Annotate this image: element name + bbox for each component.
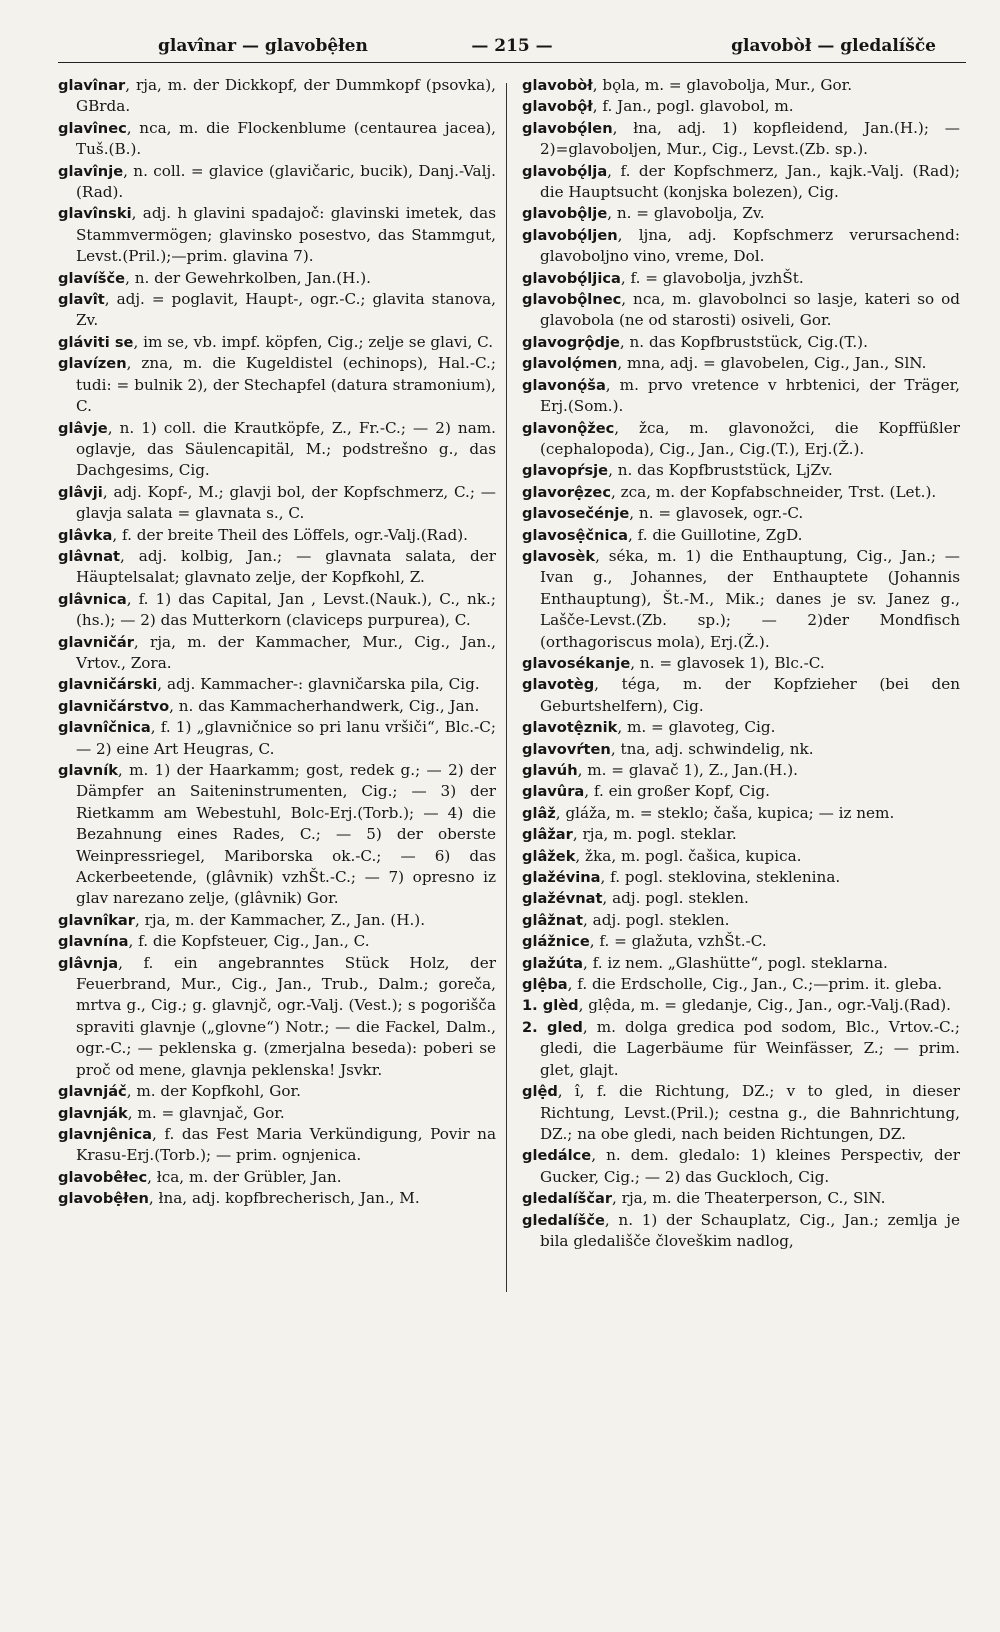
dictionary-entry [58, 482, 496, 525]
entry-definition: , m. = glavnjač, Gor. [127, 1103, 285, 1122]
dictionary-entry [522, 332, 960, 353]
entry-headword: glâž [522, 804, 556, 822]
dictionary-entry [58, 75, 496, 118]
entry-headword: glavízen [58, 355, 127, 373]
entry-headword: glavotèg [522, 676, 595, 694]
entry-headword: glavobǫ́ljen [522, 226, 618, 244]
entry-headword: glážnice [522, 933, 590, 951]
entry-definition: , n. der Gewehrkolben, Jan.(H.). [125, 268, 371, 287]
entry-headword: 2. gled [522, 1018, 583, 1036]
entry-headword: glavničárski [58, 676, 158, 694]
entry-definition: , n. das Kopfbruststück, LjZv. [608, 461, 833, 480]
entry-definition: , m. 1) der Haarkamm; gost, redek g.; — 2) der Dämpfer an Saiteninstrumenten, Cig.; — 3) der Rietkamm am Webestuhl, Bolc-Erj.(Torb.); — 4) die Bezahnung eines Rades, C.; — 5) der oberste Weinpressriegel, Mariborska ok.-C.; — 6) das Ackerbeetende, (glâvnik) vzhŠt.-C.; — 7) opresno iz glav narezano zelje, (glâvnik) Gor. [76, 761, 496, 908]
entry-definition: , f. die Kopfsteuer, Cig., Jan., C. [128, 932, 370, 951]
dictionary-entry [522, 353, 960, 374]
entry-definition: , f. = glavobolja, jvzhŠt. [620, 268, 804, 287]
entry-headword: glavnîkar [58, 911, 135, 929]
entry-headword: glavînje [58, 162, 124, 180]
left-column [58, 75, 496, 1252]
dictionary-entry [522, 503, 960, 524]
dictionary-entry [522, 268, 960, 289]
dictionary-entry [58, 268, 496, 289]
dictionary-entry [522, 289, 960, 332]
dictionary-entry [522, 225, 960, 268]
entry-headword: glâvnica [58, 590, 127, 608]
entry-definition: , bǫla, m. = glavobolja, Mur., Gor. [592, 76, 853, 94]
dictionary-entry [522, 803, 960, 824]
dictionary-entry [522, 1188, 960, 1209]
entry-definition: , rja, m. pogl. steklar. [572, 825, 737, 844]
entry-definition: , adj. Kopf-, M.; glavji bol, der Kopfschmerz, C.; — glavja salata = glavnata s., C. [76, 482, 496, 523]
entry-headword: glavnjênica [58, 1125, 152, 1143]
dictionary-entry [522, 739, 960, 760]
entry-definition: , n. = glavobolja, Zv. [607, 204, 765, 223]
entry-definition: , nca, m. glavobolnci so lasje, kateri so od glavobola (ne od starosti) osiveli, Gor. [540, 290, 960, 330]
entry-definition: , gláža, m. = steklo; čaša, kupica; — iz nem. [555, 803, 895, 822]
dictionary-entry [58, 203, 496, 267]
entry-definition: , f. ein großer Kopf, Cig. [584, 782, 771, 801]
entry-definition: , m. prvo vretence v hrbtenici, der Träger, Erj.(Som.). [540, 375, 960, 416]
dictionary-entry [58, 118, 496, 161]
dictionary-entry [522, 824, 960, 845]
entry-headword: glâžnat [522, 911, 584, 929]
entry-definition: , tna, adj. schwindelig, nk. [610, 739, 814, 758]
entry-definition: , f. ein angebranntes Stück Holz, der Feuerbrand, Mur., Cig., Jan., Trub., Dalm.; goreča, mrtva g., Cig.; g. glavnjč, ogr.-Valj. (Vest.); s pogorišča spraviti glavnje („glovne“) Notr.; — die Fackel, Dalm., ogr.-C.; — peklenska g. (zmerjalna beseda): poberi se proč od mene, glavnja peklenska! Jsvkr. [76, 953, 496, 1079]
entry-headword: glažévnat [522, 890, 603, 908]
dictionary-entry [522, 953, 960, 974]
dictionary-entry [58, 1103, 496, 1124]
entry-definition: , f. die Guillotine, ZgD. [627, 525, 803, 544]
entry-headword: glâžek [522, 847, 576, 865]
page-number: — 215 — [471, 36, 553, 56]
entry-definition: , adj. pogl. steklen. [602, 889, 749, 908]
entry-headword: glavûra [522, 783, 585, 801]
dictionary-entry [522, 375, 960, 418]
entry-headword: glavobêłec [58, 1168, 148, 1186]
entry-headword: glavorệzec [522, 483, 611, 501]
entry-definition: , adj. kolbig, Jan.; — glavnata salata, der Häuptelsalat; glavnato zelje, der Kopfkohl, Z. [76, 546, 496, 587]
entry-headword: glavník [58, 762, 118, 779]
entry-headword: glažúta [522, 954, 584, 972]
dictionary-entry [522, 1017, 960, 1081]
dictionary-entry [58, 1124, 496, 1167]
entry-definition: , n. = glavosek, ogr.-C. [629, 504, 804, 523]
entry-definition: , n. = glavosek 1), Blc.-C. [630, 653, 825, 672]
dictionary-entry [522, 1081, 960, 1145]
running-header [58, 22, 966, 63]
entry-headword: glavovŕten [522, 740, 611, 758]
entry-headword: glavînski [58, 205, 132, 223]
entry-headword: gledalíšče [522, 1211, 605, 1229]
entry-definition: , im se, vb. impf. köpfen, Cig.; zelje se glavi, C. [133, 332, 494, 351]
dictionary-entry [522, 418, 960, 461]
entry-definition: , adj. pogl. steklen. [583, 910, 730, 929]
dictionary-entry [522, 1210, 960, 1253]
entry-headword: glavît [58, 291, 105, 309]
entry-definition: , f. der Kopfschmerz, Jan., kajk.-Valj. (Rad); die Hauptsucht (konjska bolezen), Cig. [540, 161, 960, 202]
dictionary-entry [58, 674, 496, 695]
dictionary-entry [58, 161, 496, 204]
entry-headword: glavničár [58, 633, 134, 651]
entry-headword: glavosékanje [522, 654, 631, 672]
entry-headword: glavnína [58, 933, 129, 951]
entry-definition: , n. das Kopfbruststück, Cig.(T.). [619, 332, 868, 351]
entry-definition: , zca, m. der Kopfabschneider, Trst. (Let.). [610, 482, 937, 501]
entry-headword: glâvka [58, 526, 113, 544]
entry-headword: glâvji [58, 483, 103, 501]
dictionary-entry [58, 525, 496, 546]
dictionary-entry [522, 96, 960, 117]
entry-headword: glavúh [522, 762, 578, 779]
entry-headword: glavobǫ́len [522, 119, 613, 137]
entry-definition: , łna, adj. 1) kopfleidend, Jan.(H.); — 2)=glavoboljen, Mur., Cig., Levst.(Zb. sp.). [540, 118, 960, 159]
dictionary-entry [58, 760, 496, 910]
entry-definition: , î, f. die Richtung, DZ.; v to gled, in dieser Richtung, Levst.(Pril.); cestna g., die Bahnrichtung, DZ.; na obe gledi, nach beiden Richtungen, DZ. [540, 1082, 960, 1143]
entry-definition: , adj. h glavini spadajoč: glavinski imetek, das Stammvermögen; glavinsko posestvo, das Stammgut, Levst.(Pril.);—prim. glavina 7). [76, 204, 496, 266]
entry-headword: gledalíščar [522, 1190, 613, 1208]
entry-definition: , nca, m. die Flockenblume (centaurea jacea), Tuš.(B.). [76, 118, 496, 159]
dictionary-entry [58, 910, 496, 931]
dictionary-entry [522, 846, 960, 867]
entry-headword: glavobệłen [58, 1190, 149, 1208]
dictionary-entry [522, 910, 960, 931]
entry-definition: , f. iz nem. „Glashütte“, pogl. steklarna. [583, 953, 888, 972]
entry-definition: , žka, m. pogl. čašica, kupica. [575, 846, 802, 865]
entry-headword: glavogrǫ̂dje [522, 333, 620, 351]
entry-headword: glavíšče [58, 269, 126, 287]
dictionary-entry [522, 203, 960, 224]
entry-definition: , f. der breite Theil des Löffels, ogr.-Valj.(Rad). [112, 525, 468, 544]
entry-headword: glavobǫ̂lnec [522, 291, 622, 309]
entry-headword: glâžar [522, 826, 573, 844]
dictionary-entry [522, 867, 960, 888]
entry-definition: , rja, m. der Kammacher, Mur., Cig., Jan., Vrtov., Zora. [76, 632, 496, 672]
dictionary-entry [58, 353, 496, 417]
dictionary-entry [522, 546, 960, 653]
entry-definition: , f. = glažuta, vzhŠt.-C. [589, 932, 767, 951]
entry-headword: glâvje [58, 419, 108, 437]
entry-definition: , téga, m. der Kopfzieher (bei den Geburtshelfern), Cig. [540, 675, 960, 715]
dictionary-entry [58, 1167, 496, 1188]
dictionary-entry [58, 332, 496, 353]
dictionary-entry [58, 1188, 496, 1209]
entry-definition: , adj. Kammacher-: glavničarska pila, Cig. [157, 675, 480, 694]
entry-definition: , m. dolga gredica pod sodom, Blc., Vrtov.-C.; gledi, die Lagerbäume für Weinfässer, Z.; — prim. glet, glajt. [540, 1017, 960, 1079]
entry-headword: glâvnat [58, 547, 121, 565]
dictionary-entry [58, 632, 496, 675]
entry-headword: glavînec [58, 119, 127, 137]
header-left-guideword: glavînar — glavobệłen [158, 36, 368, 56]
dictionary-entry [522, 995, 960, 1016]
entry-headword: glâvnja [58, 954, 119, 972]
entry-definition: , łna, adj. kopfbrecherisch, Jan., M. [148, 1189, 420, 1208]
entry-definition: , f. pogl. steklovina, steklenina. [600, 868, 841, 887]
entry-definition: , m. = glavač 1), Z., Jan.(H.). [577, 761, 798, 779]
dictionary-entry [522, 674, 960, 717]
right-column [522, 75, 960, 1252]
dictionary-entry [58, 696, 496, 717]
entry-headword: glavnîčnica [58, 719, 151, 737]
dictionary-entry [58, 289, 496, 332]
entry-definition: , n. coll. = glavice (glavičaric, bucik), Danj.-Valj.(Rad). [76, 161, 496, 202]
dictionary-entry [522, 717, 960, 738]
entry-definition: , f. 1) das Capital, Jan , Levst.(Nauk.), C., nk.; (hs.); — 2) das Mutterkorn (claviceps purpurea), C. [76, 589, 496, 630]
dictionary-entry [58, 418, 496, 482]
dictionary-entry [522, 118, 960, 161]
entry-headword: glavnják [58, 1104, 128, 1122]
entry-definition: , f. Jan., pogl. glavobol, m. [592, 97, 794, 116]
entry-definition: , n. dem. gledalo: 1) kleines Perspectiv, der Gucker, Cig.; — 2) das Guckloch, Cig. [540, 1146, 960, 1186]
dictionary-entry [58, 931, 496, 952]
dictionary-entry [522, 760, 960, 781]
entry-headword: glavnjáč [58, 1083, 127, 1101]
entry-headword: glệd [522, 1083, 558, 1101]
entry-headword: 1. glèd [522, 997, 579, 1015]
dictionary-entry [58, 589, 496, 632]
dictionary-entry [58, 1081, 496, 1102]
entry-definition: , n. das Kammacherhandwerk, Cig., Jan. [169, 696, 480, 715]
entry-definition: , rja, m. der Kammacher, Z., Jan. (H.). [134, 910, 426, 929]
column-divider [506, 83, 507, 1292]
entry-definition: , mna, adj. = glavobelen, Cig., Jan., SlN. [617, 354, 927, 373]
entry-definition: , žca, m. glavonožci, die Kopffüßler (cephalopoda), Cig., Jan., Cig.(T.), Erj.(Ž.). [540, 418, 960, 458]
entry-headword: glavînar [58, 77, 126, 94]
dictionary-entry [58, 953, 496, 1081]
entry-definition: , n. 1) coll. die Krautköpfe, Z., Fr.-C.; — 2) nam. oglavje, das Säulencapitäl, M.; podstrešno g., das Dachgesims, Cig. [76, 418, 496, 480]
entry-headword: glavničárstvo [58, 697, 170, 715]
dictionary-entry [522, 75, 960, 96]
entry-headword: glavobǫ́lja [522, 162, 608, 180]
entry-headword: glệba [522, 976, 568, 994]
entry-headword: glavobǫ́ljica [522, 269, 621, 287]
header-right-guideword: glavobòł — gledalíšče [731, 36, 936, 56]
entry-definition: , f. 1) „glavničnice so pri lanu vršiči“, Blc.-C; — 2) eine Art Heugras, C. [76, 718, 496, 758]
entry-definition: , rja, m. der Dickkopf, der Dummkopf (psovka), GBrda. [76, 76, 496, 116]
entry-headword: gledálce [522, 1147, 592, 1165]
dictionary-entry [522, 1145, 960, 1188]
dictionary-entry [522, 482, 960, 503]
dictionary-entry [522, 460, 960, 481]
entry-headword: glavopŕsje [522, 462, 609, 480]
dictionary-entry [522, 888, 960, 909]
dictionary-entry [522, 781, 960, 802]
entry-definition: , zna, m. die Kugeldistel (echinops), Hal.-C.; tudi: = bulnik 2), der Stechapfel (datura stramonium), C. [76, 354, 496, 416]
entry-headword: glavosèk [522, 547, 596, 565]
entry-headword: gláviti se [58, 333, 134, 351]
entry-headword: glavosệčnica [522, 526, 628, 544]
entry-headword: glavotệznik [522, 719, 618, 737]
entry-definition: , f. das Fest Maria Verkündigung, Povir na Krasu-Erj.(Torb.); — prim. ognjenica. [76, 1124, 496, 1165]
entry-definition: , glệda, m. = gledanje, Cig., Jan., ogr.-Valj.(Rad). [578, 996, 951, 1015]
dictionary-entry [522, 974, 960, 995]
entry-definition: , rja, m. die Theaterperson, C., SlN. [612, 1189, 886, 1208]
dictionary-entry [522, 931, 960, 952]
entry-definition: , m. = glavoteg, Cig. [617, 718, 776, 737]
entry-headword: glavobǫ̂lje [522, 205, 608, 223]
entry-definition: , łca, m. der Grübler, Jan. [147, 1167, 342, 1186]
dictionary-entry [58, 546, 496, 589]
entry-headword: glavobòł [522, 77, 593, 94]
dictionary-entry [58, 717, 496, 760]
entry-definition: , n. 1) der Schauplatz, Cig., Jan.; zemlja je bila gledališče človeškim nadlog, [540, 1210, 960, 1250]
entry-headword: glažévina [522, 869, 601, 887]
entry-headword: glavobǫ̂ł [522, 98, 593, 116]
dictionary-entry [522, 161, 960, 204]
two-column-body [58, 75, 966, 1252]
entry-definition: , séka, m. 1) die Enthauptung, Cig., Jan.; — Ivan g., Johannes, der Enthauptete (Johannis Enthauptung), Št.-M., Mik.; danes je sv. Janez g., Lašče-Levst.(Zb. sp.); — 2)der Mondfisch (orthagoriscus mola), Erj.(Ž.). [540, 546, 960, 651]
entry-headword: glavolǫ́men [522, 355, 618, 373]
entry-headword: glavosečénje [522, 505, 630, 523]
dictionary-entry [522, 525, 960, 546]
entry-definition: , adj. = poglavit, Haupt-, ogr.-C.; glavita stanova, Zv. [76, 290, 496, 330]
entry-headword: glavonǫ́ša [522, 376, 606, 394]
entry-headword: glavonǫ̂žec [522, 419, 615, 437]
entry-definition: , ljna, adj. Kopfschmerz verursachend: glavoboljno vino, vreme, Dol. [540, 225, 960, 266]
entry-definition: , f. die Erdscholle, Cig., Jan., C.;—prim. it. gleba. [567, 975, 943, 994]
entry-definition: , m. der Kopfkohl, Gor. [126, 1082, 301, 1101]
dictionary-entry [522, 653, 960, 674]
